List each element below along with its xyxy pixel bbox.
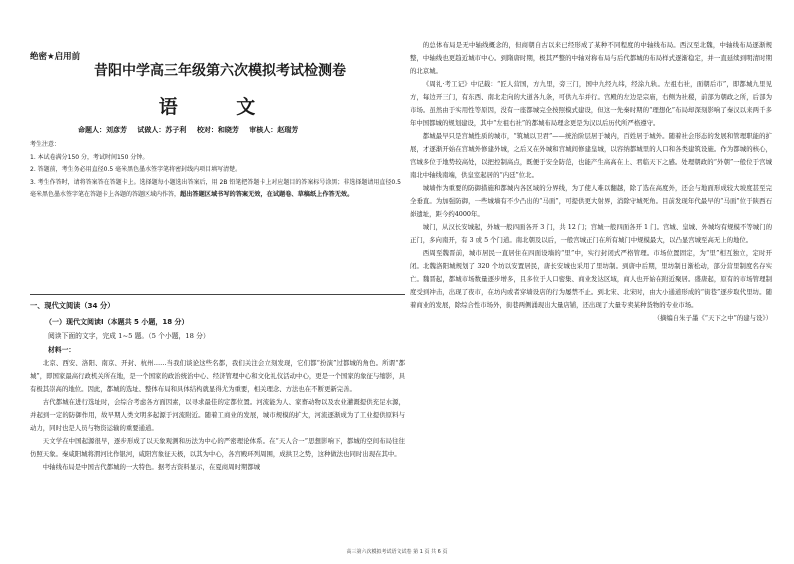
secret-label: 绝密★启用前 bbox=[30, 52, 81, 62]
paragraph: 古代都城在进行选址时，会综合考虑各方面因素，以寻求最佳的定都位置。河流能为人、家畜动物以及农业灌溉提供充足水源，并起到一定的防御作用，故早期人类文明多起源于河流附近。随着工商业的发展，城市规模的扩大，河流逐渐成为了工业提供原料与动力，同时也是人员与物资运输的重要通道。 bbox=[30, 398, 405, 432]
section-title: 一、现代文阅读（34 分） bbox=[30, 301, 115, 310]
passage-right bbox=[410, 39, 772, 325]
passage-left bbox=[30, 357, 405, 474]
note-item: 1. 本试卷满分150 分，考试时间150 分钟。 bbox=[30, 153, 149, 161]
paragraph: 天文学在中国起源很早，逐步形成了以天象观测和历法为中心的严密理论体系。在“天人合一”思想影响下，都城的空间布局往往仿照天象。秦咸阳城将渭河比作银河，咸阳宫象征天极，以其为中心，各宫殿环列周围，成拱卫之势，这种做法也同时出现在其中。 bbox=[30, 437, 405, 458]
paragraph: 的总体布局是无中轴线概念的，但商朝自古以来已经形成了某种不同程度的中轴线布局。西汉至北魏，中轴线布局逐渐规整，中轴线也更趋近城市中心。到隋唐时期，极其严整的中轴对称布局与后代都城的布局样式逐渐稳定，并一直延续到明清时期的北京城。 bbox=[410, 41, 772, 75]
subsection-title: （一）现代文阅读Ⅰ（本题共 5 小题，18 分） bbox=[45, 318, 189, 326]
page-footer: 高三第六次模拟考试语文试卷 第 1 页 共 6 页 bbox=[346, 549, 448, 555]
note-item: 3. 考生作答时，请将答案答在答题卡上。选择题每小题选出答案后，用 2B 铅笔把答题卡上对应题目的答案标号涂黑；非选择题请用直径0.5 毫米黑色墨水签字笔在答题卡上各题的答题区域内作答，超出答题区域书写的答案无效，在试题卷、草稿纸上作答无效。 bbox=[30, 178, 401, 198]
paragraph: 城门，从汉长安城起，外城一般四面各开 3 门，共 12 门；宫城一般四面各开 1 门。宫城、皇城、外城均有规模不等城门的正门，多向南开，有 3 或 5 个门道。南北朝及以后，一般宫城正门在所有城门中规模最大，以凸显宫城至高无上的地位。 bbox=[410, 223, 772, 244]
exam-notes bbox=[30, 139, 405, 202]
paragraph: 都城最早只是宫城性质的城市，“筑城以卫君”——统治阶层居于城内，百姓居于城外。随着社会形态的发展和管理职能的扩展，才逐渐开始在宫城外修建外城，之后又在外城和宫城间修建皇城，以容纳都城里的人口和各类建筑设施。作为都城的核心，宫城多位于地势较高处，以把控制高点，既便于安全防范，也能产生高高在上、君临天下之感。处理朝政的“外朝”一般位于宫城南北中轴线南端，供皇室起居的“内廷”位北。 bbox=[410, 132, 772, 179]
paragraph: 北京、西安、洛阳、南京、开封、杭州……当我们谈论这些名都，我们关注会立刻发现，它们都“扮演”过都城的角色。所谓“都城”，即国家最高行政机关所在地，是一个国家的政治统治中心、经济管理中心和文化礼仪活动中心，更是一个国家的象征与缩影，具有极其崇高的地位。因此，都城的选址、整体布局和具体结构就显得尤为重要，相关理念、方法也在不断更新完善。 bbox=[30, 359, 405, 393]
subject-title: 语 文 bbox=[158, 96, 282, 118]
paragraph: 中轴线布局是中国古代都城的一大特色。据考古资料显示，在夏商周时期都城 bbox=[42, 463, 261, 471]
staff-line: 命题人：刘彦芳 试做人：苏子利 校对：和晓芳 审核人：赵瑞芳 bbox=[78, 126, 299, 134]
paragraph: 《周礼·考工记》中记载：“匠人营国，方九里，旁三门，国中九经九纬，经涂九轨。左祖右社，面朝后市”，即都城九里见方，每边开三门，有东西、南北走向的大道各九条，可供九车并行。宫殿的左边是宗庙，右侧为社稷，前部为朝政之所，后部为市场。虽然由于实用性等原因，没有一座都城完全按照模式建设，但这一先秦时期的“理想化”布局却深刻影响了秦汉以来两千多年中国都城的规划建设，其中“左祖右社”的都城布局理念更是为汉以后历代所严格遵守。 bbox=[410, 80, 772, 127]
instruction: 阅读下面的文字，完成 1~5 题。（5 个小题，18 分） bbox=[48, 332, 210, 340]
section-divider bbox=[30, 294, 405, 295]
paragraph: 城墙作为重要的防御措施和都城内各区域的分界线，为了使人难以翻越，除了选在高度外，还会与地面形成较大坡度甚至完全垂直。为加强防御，一些城墙有不少凸出的“马面”，可提供更大射界，消除守城死角。目前发现年代最早的“马面”位于陕西石峁遗址，距今约4000年。 bbox=[410, 184, 772, 218]
page-title: 昔阳中学高三年级第六次模拟考试检测卷 bbox=[94, 63, 346, 79]
source-citation: （摘编自朱子墨《“天下之中”的建与设》） bbox=[653, 314, 772, 322]
material-label: 材料一： bbox=[48, 346, 76, 354]
paragraph: 西周至魏晋前，城市居民一直居住在四面设墙的“里”中，实行封闭式严格管理。市场位置固定，为“里”相互独立，定时开闭。北魏洛阳城规划了 320 个坊以安置居民，唐长安城也采用了里坊制。到唐中后期，里坊制日渐松动，部分营里制度名存实亡。魏晋起，都城市场数量逐步增多，且多位于人口密集、商业发达区域，商人也开始在附近聚居。盛唐起，原有的市场管理制度受到冲击，出现了夜市，在坊内或者穿墙设店的行为屡禁不止。到北宋、北宋时，由大小通道形成的“街巷”逐步取代里坊。随着商业的发展，除综合性市场外，街巷两侧涌现出大量店铺，还出现了大量专卖某种货物的专业市场。 bbox=[410, 249, 772, 309]
notes-heading: 考生注意： bbox=[30, 141, 61, 148]
note-item: 2. 答题前，考生务必用直径0.5 毫米黑色墨水签字笔将密封线内项目填写清楚。 bbox=[30, 166, 242, 173]
note-warning: 超出答题区域书写的答案无效，在试题卷、草稿纸上作答无效。 bbox=[180, 191, 354, 198]
